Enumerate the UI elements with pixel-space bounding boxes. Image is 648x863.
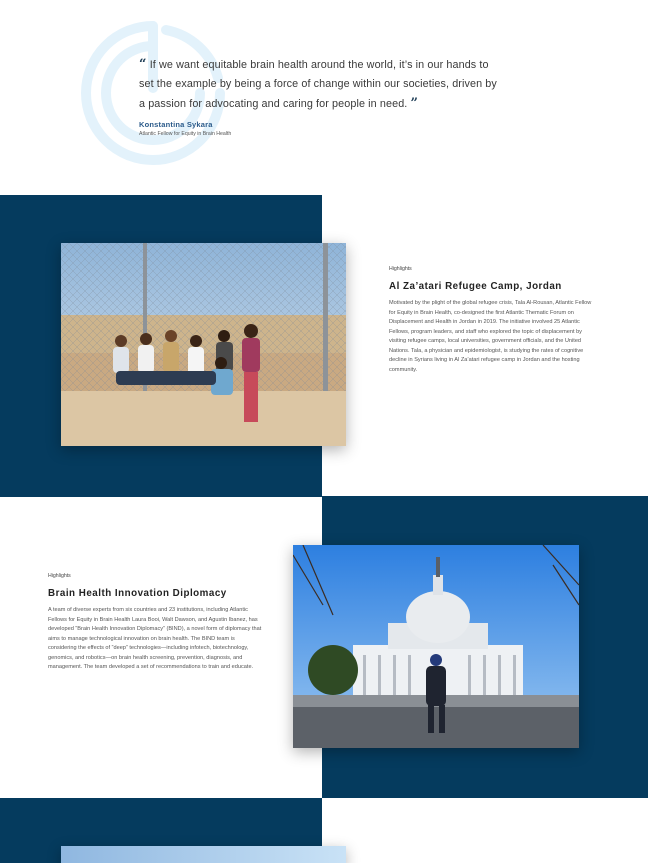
highlight-2-body: A team of diverse experts from six countries and 23 institutions, including Atlantic Fellows for Equity in Brain Health Laura Booi, Walt Dawson, and Agustin Ibanez, has developed “Brain Health Innovation Diplomacy” (BIND), a novel form of diplomacy that aims to manage technological innovation on brain health. The BIND team is considering the effects of “deep” technologies—including infotech, biotechnology, genomics, and robotics—on brain health screening, prevention, diagnosis, and management. The team developed a set of recommendations to train and educate. — [48, 607, 262, 670]
highlight-1-eyebrow: Highlights — [389, 266, 412, 272]
highlight-1-body: Motivated by the plight of the global refugee crisis, Tala Al-Rousan, Atlantic Fellow for Equity in Brain Health, co-designed the first Atlantic Thematic Forum on Displacement and Health in Jordan in 2019. The initiative involved 25 Atlantic Fellows, program leaders, and staff who explored the topic of displacement by visiting refugee camps, local universities, government officials, and the United Nations. Tala, a physician and epidemiologist, is studying the rates of cognitive decline in Syrians living in Al Za’atari refugee camp in Jordan and the hosting community. — [389, 300, 592, 373]
refugee-camp-photo — [61, 243, 346, 446]
highlight-1-text — [389, 266, 599, 375]
quote-close-mark: ” — [410, 96, 419, 111]
quote-open-mark: “ — [139, 57, 147, 72]
quote-author-role: Atlantic Fellow for Equity in Brain Health — [139, 131, 232, 137]
highlight-2-text — [48, 573, 263, 673]
highlight-3-photo — [61, 846, 346, 863]
highlight-2-eyebrow: Highlights — [48, 573, 71, 579]
quote-text — [139, 55, 499, 114]
highlight-2-title: Brain Health Innovation Diplomacy — [48, 588, 227, 599]
capitol-building-photo — [293, 545, 579, 748]
highlight-1-title: Al Za’atari Refugee Camp, Jordan — [389, 281, 562, 292]
quote-block — [139, 55, 499, 137]
quote-body: If we want equitable brain health around the world, it’s in our hands to set the example by being a force of change within our societies, driven by a passion for advocating and caring for people in need. — [139, 59, 497, 110]
quote-author: Konstantina Sykara — [139, 120, 213, 129]
